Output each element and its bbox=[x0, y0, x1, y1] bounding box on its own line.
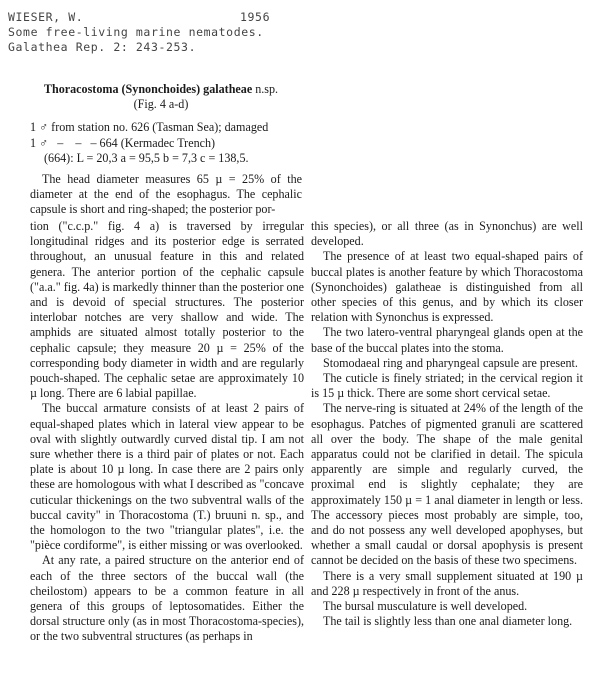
citation-year: 1956 bbox=[240, 10, 271, 24]
figure-reference: (Fig. 4 a-d) bbox=[133, 97, 189, 112]
paragraph-cephalic-capsule: tion ("c.c.p." fig. 4 a) is traversed by irregular longitudinal ridges and its posterior edge is serrated throughout, an unusual feature in this and related genera. The anterior portion of the cephalic capsule ("a.a." fig. 4a) is markedly thinner than the posterior one and is devoid of special structures. The posterior interlobar notches are very shallow and wide. The amphids are situated almost totally posterior to the cephalic capsule; they measure 20 µ = 25% of the corresponding body diameter in width and are regularly pouch-shaped. The cephalic setae are approximately 10 µ long. There are 6 labial papillae. bbox=[30, 219, 304, 401]
species-suffix: n.sp. bbox=[252, 82, 279, 96]
citation-title: Some free-living marine nematodes. bbox=[8, 25, 264, 39]
citation-journal: Galathea Rep. 2: 243-253. bbox=[8, 40, 197, 54]
specimen-list bbox=[30, 120, 302, 167]
left-column bbox=[30, 219, 304, 645]
paragraph-nerve-ring: The nerve-ring is situated at 24% of the length of the esophagus. Patches of pigmented granuli are scattered all over the body. The shape of the male genital apparatus could not be clarified in detail. The spicula apparently are simple and regularly curved, the proximal end is slightly cephalate; they are approximately 150 µ = 1 anal diameter in length or less. The accessory pieces most probably are simple, too, and do not possess any well developed apophyses, but whether a small caudal or dorsal apophysis is present cannot be decided on the basis of these two specimens. bbox=[311, 401, 583, 568]
paragraph-head: The head diameter measures 65 µ = 25% of the diameter at the end of the esophagus. The cephalic capsule is short and ring-shaped; the posterior por- bbox=[30, 172, 302, 217]
paragraph-pharyngeal-glands: The two latero-ventral pharyngeal glands open at the base of the buccal plates into the stoma. bbox=[311, 325, 583, 355]
paragraph-tail: The tail is slightly less than one anal diameter long. bbox=[323, 614, 573, 629]
paragraph-cuticle: The cuticle is finely striated; in the cervical region it is 15 µ thick. There are some short cervical setae. bbox=[311, 371, 583, 401]
specimen-line-2: 1 ♂ – – – 664 (Kermadec Trench) bbox=[30, 135, 216, 150]
paragraph-buccal-plates: The presence of at least two equal-shaped pairs of buccal plates is another feature by which Thoracostoma (Synonchoides) galatheae is distinguished from all other species of this genus, and by which its closer relation with Synonchus is expressed. bbox=[311, 249, 583, 325]
citation-header bbox=[8, 10, 608, 55]
paragraph-cheilostom: At any rate, a paired structure on the anterior end of each of the three sectors of the buccal wall (the cheilostom) appears to be a common feature in all genera of this groups of leptosomatides. Either the dorsal structure only (as in most Thoracostoma-species), or the two subventral structures (as perhaps in bbox=[30, 553, 304, 644]
paragraph-bursal-musculature: The bursal musculature is well developed. bbox=[323, 599, 528, 614]
species-name: Thoracostoma (Synonchoides) galatheae bbox=[43, 82, 253, 96]
specimen-line-1: 1 ♂ from station no. 626 (Tasman Sea); damaged bbox=[30, 120, 269, 134]
measurements-line: (664): L = 20,3 a = 95,5 b = 7,3 c = 138,5. bbox=[44, 151, 249, 165]
right-column bbox=[311, 219, 583, 629]
paragraph-continuation: this species), or all three (as in Synonchus) are well developed. bbox=[311, 219, 583, 249]
paragraph-stomodaeal-ring: Stomodaeal ring and pharyngeal capsule are present. bbox=[323, 355, 578, 370]
head-description bbox=[30, 172, 302, 218]
paragraph-buccal-armature: The buccal armature consists of at least 2 pairs of equal-shaped plates which in lateral view appear to be oval with slightly outwardly curved distal tip. I am not sure whether there is a third pair of plates or not. Each plate is about 10 µ long. In case there are 2 pairs only these are homologous with what I described as "concave cuticular thickenings on the two subventral walls of the buccal cavity" in Thoracostoma (T.) bruuni n. sp., and the homologon to the two "triangular plates", i.e. the "pièce cordiforme", is either missing or was overlooked. bbox=[30, 401, 304, 553]
paragraph-supplement: There is a very small supplement situated at 190 µ and 228 µ respectively in front of the anus. bbox=[311, 568, 583, 598]
citation-author: WIESER, W. bbox=[8, 10, 84, 24]
species-heading bbox=[30, 82, 292, 112]
